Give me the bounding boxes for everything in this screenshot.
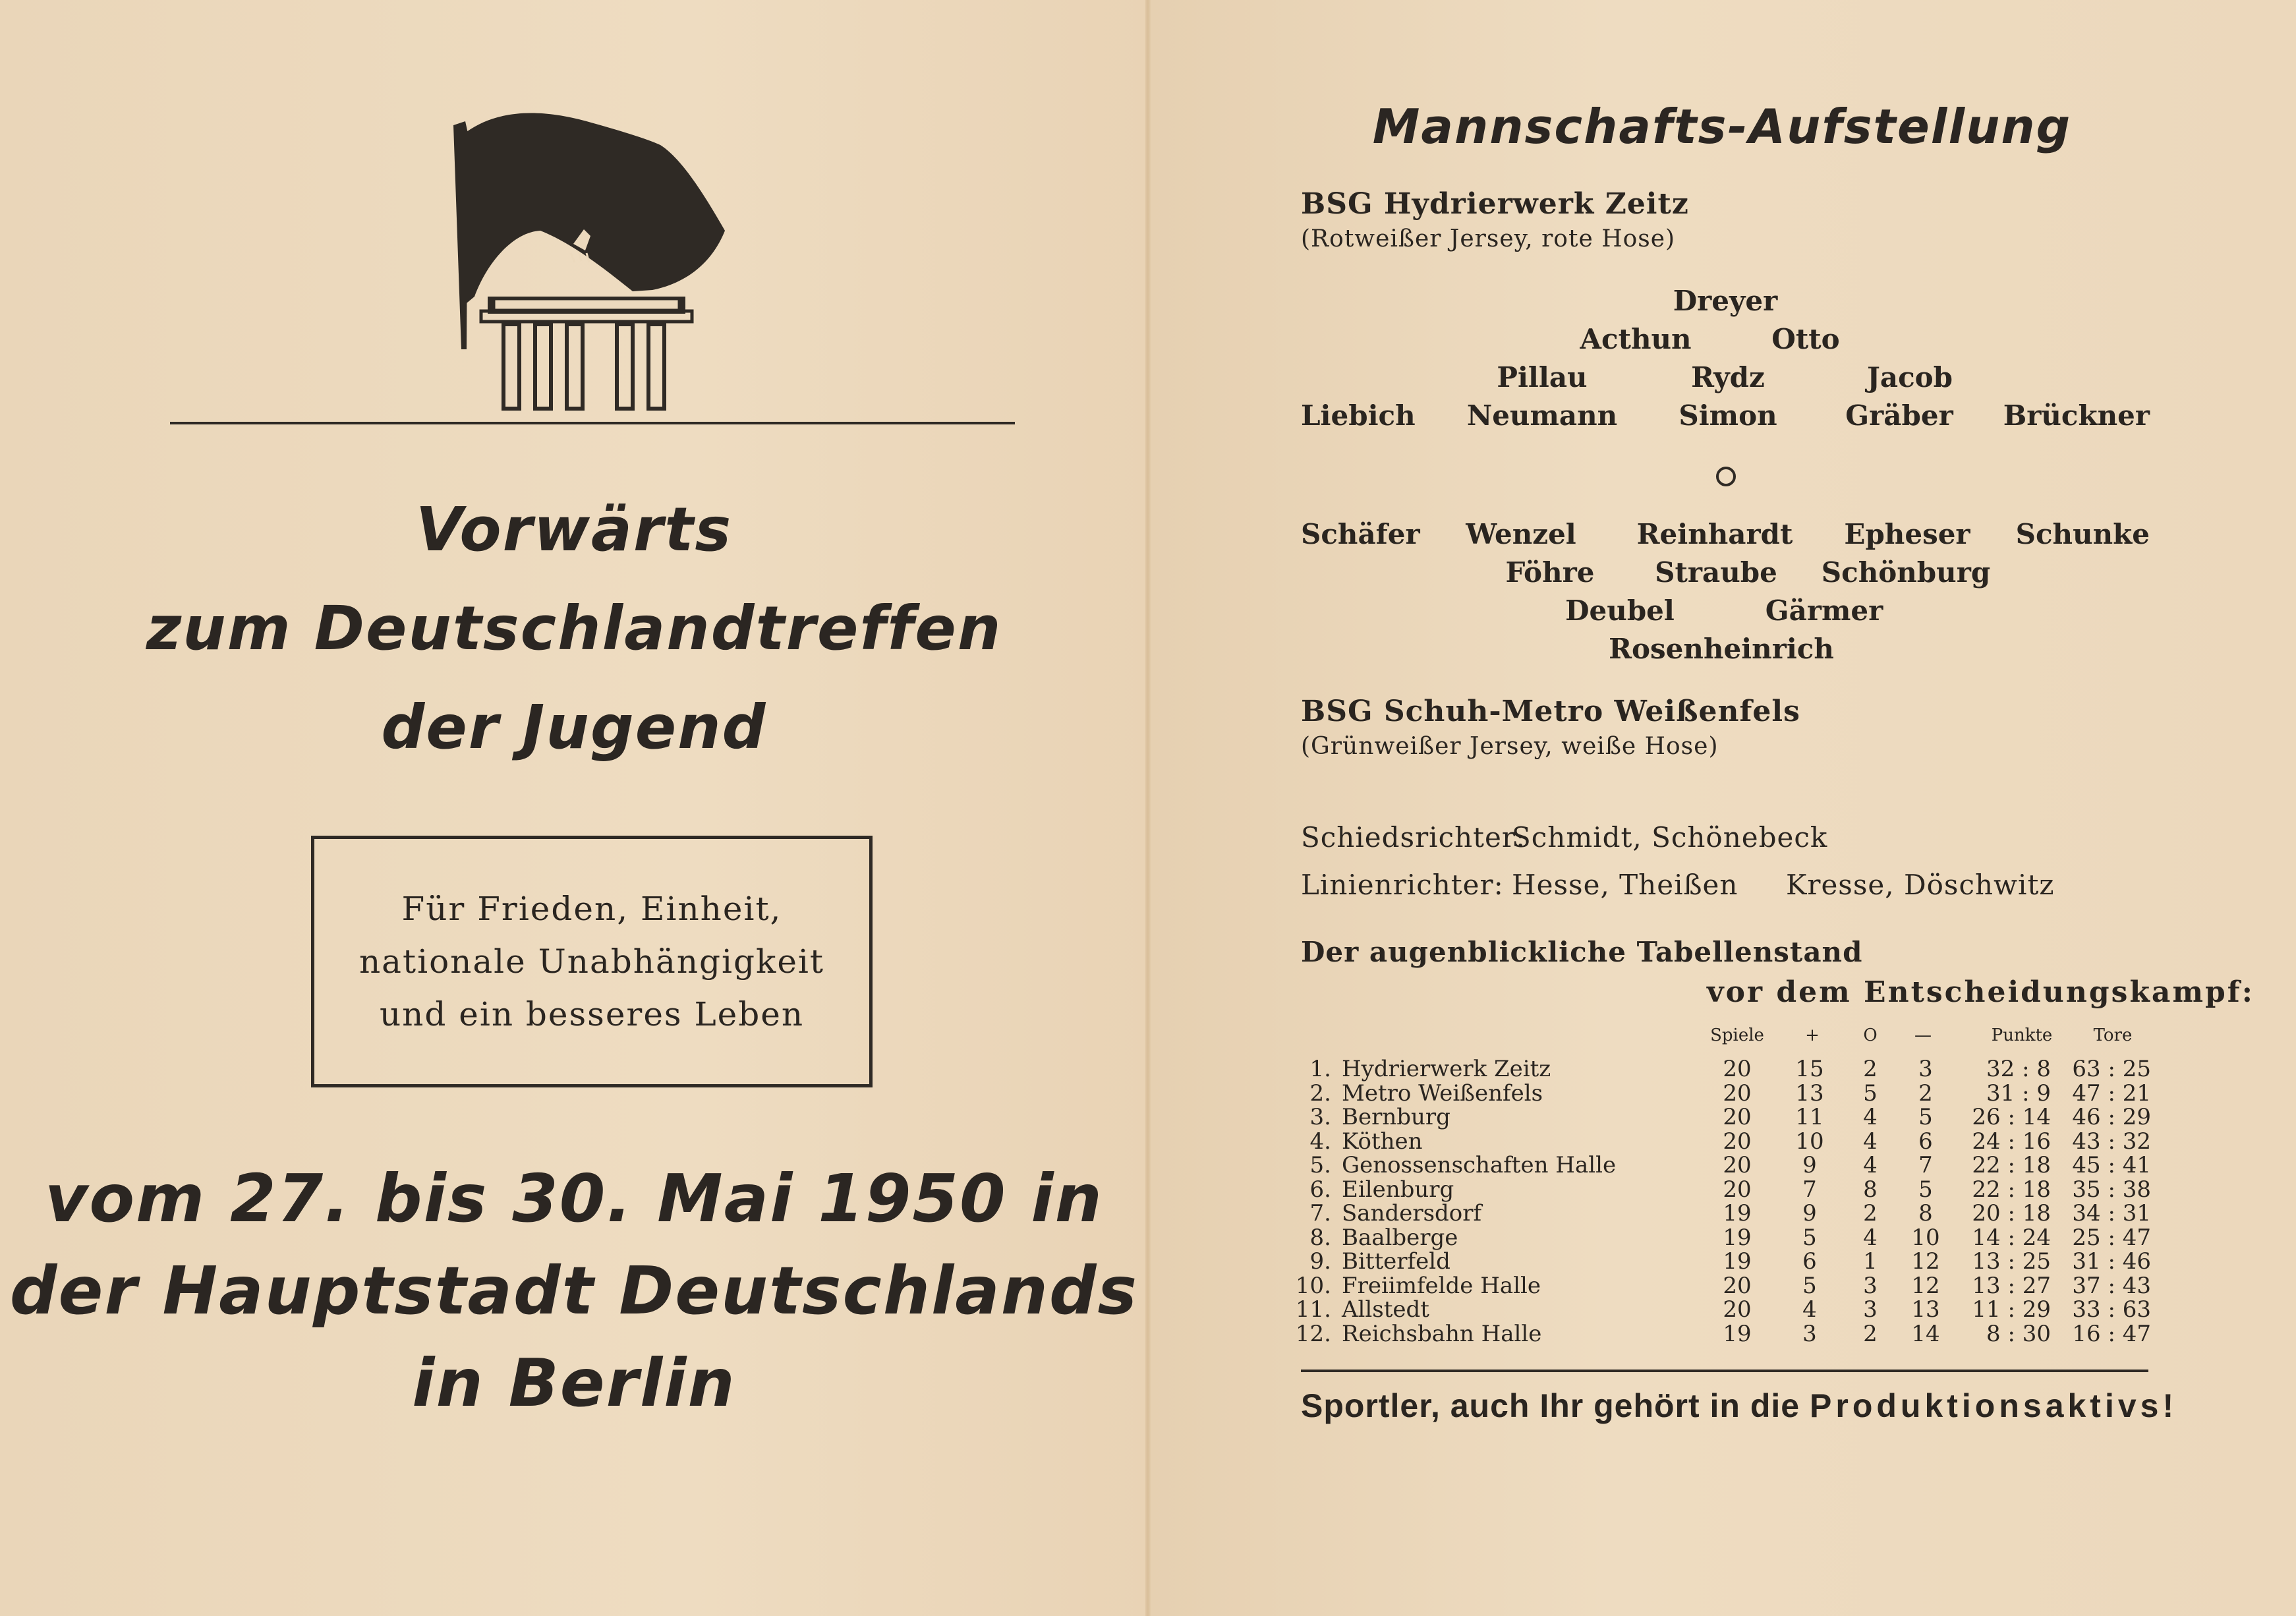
cell-rank: 3. [1309,1104,1331,1130]
cell-rank: 11. [1295,1296,1331,1323]
cell-lost: 7 [1918,1152,1933,1178]
linesmen-names-2: Kresse, Döschwitz [1786,869,2055,901]
cell-drawn: 5 [1863,1080,1878,1107]
team2-half-1: Föhre [1505,556,1595,589]
cell-lost: 12 [1911,1272,1940,1299]
cell-rank: 9. [1309,1248,1331,1275]
cell-team: Sandersdorf [1342,1200,1482,1226]
cell-points: 11 : 29 [1972,1296,2051,1323]
team2-name: BSG Schuh-Metro Weißenfels [1301,695,1800,728]
cell-won: 10 [1795,1128,1824,1155]
motto-box [311,836,873,1087]
cell-rank: 10. [1295,1272,1331,1299]
team1-forward-4: Gräber [1845,399,1953,432]
cell-drawn: 4 [1863,1104,1878,1130]
cell-goals: 47 : 21 [2072,1080,2151,1107]
cell-points: 24 : 16 [1972,1128,2051,1155]
cell-points: 13 : 27 [1972,1272,2051,1299]
slogan-start: Sportler, auch Ihr gehört in die [1301,1387,1800,1424]
cell-goals: 31 : 46 [2072,1248,2151,1275]
cell-played: 19 [1723,1248,1752,1275]
cell-goals: 16 : 47 [2072,1320,2151,1347]
cell-won: 9 [1802,1200,1817,1226]
team1-half-1: Pillau [1497,361,1588,393]
team1-back-2: Otto [1771,323,1840,355]
cell-goals: 46 : 29 [2072,1104,2151,1130]
cell-played: 19 [1723,1320,1752,1347]
cell-won: 7 [1802,1176,1817,1203]
cell-team: Bernburg [1342,1104,1450,1130]
table-row [0,1200,2296,1224]
cell-goals: 35 : 38 [2072,1176,2151,1203]
referee-label: Schiedsrichter: [1301,821,1526,853]
cell-played: 19 [1723,1224,1752,1251]
date-line-3: in Berlin [412,1344,736,1422]
team1-back-1: Acthun [1580,323,1692,355]
cell-drawn: 2 [1863,1200,1878,1226]
col-points: Punkte [1991,1025,2053,1045]
cell-points: 22 : 18 [1972,1152,2051,1178]
cell-won: 3 [1802,1320,1817,1347]
team1-goalkeeper: Dreyer [1673,285,1778,317]
cell-points: 14 : 24 [1972,1224,2051,1251]
cell-played: 20 [1723,1176,1752,1203]
cell-points: 31 : 9 [1986,1080,2051,1107]
table-row [0,1272,2296,1299]
cell-goals: 33 : 63 [2072,1296,2151,1323]
cell-won: 9 [1802,1152,1817,1178]
cell-played: 20 [1723,1056,1752,1082]
table-row [0,1176,2296,1203]
team1-forward-3: Simon [1679,399,1777,432]
team2-half-3: Schönburg [1821,556,1991,589]
cell-drawn: 3 [1863,1296,1878,1323]
cell-drawn: 4 [1863,1224,1878,1251]
team2-back-2: Gärmer [1765,594,1883,627]
table-row [0,1296,2296,1323]
lineup-title: Mannschafts-Aufstellung [1372,99,2072,154]
cell-played: 20 [1723,1296,1752,1323]
cell-drawn: 8 [1863,1176,1878,1203]
team1-forward-2: Neumann [1466,399,1618,432]
cell-won: 13 [1795,1080,1824,1107]
cell-team: Eilenburg [1342,1176,1454,1203]
motto-line-3: und ein besseres Leben [379,995,805,1033]
team1-forward-5: Brückner [2003,399,2150,432]
team1-forward-1: Liebich [1301,399,1416,432]
slogan-end: Produktionsaktivs! [1810,1387,2178,1424]
cell-lost: 5 [1918,1176,1933,1203]
cell-team: Reichsbahn Halle [1342,1320,1542,1347]
cell-lost: 12 [1911,1248,1940,1275]
table-row [0,1056,2296,1080]
cell-team: Hydrierwerk Zeitz [1342,1056,1551,1082]
cell-rank: 2. [1309,1080,1331,1107]
cell-won: 5 [1802,1272,1817,1299]
col-won: + [1805,1025,1820,1045]
cell-rank: 12. [1295,1320,1331,1347]
cell-won: 4 [1802,1296,1817,1323]
team1-note: (Rotweißer Jersey, rote Hose) [1301,225,1676,252]
team2-back-1: Deubel [1565,594,1675,627]
ball-icon [1716,467,1736,486]
cell-rank: 7. [1309,1200,1331,1226]
cell-points: 32 : 8 [1986,1056,2051,1082]
linesmen-label: Linienrichter: [1301,869,1504,901]
cell-team: Genossenschaften Halle [1342,1152,1617,1178]
cell-won: 15 [1795,1056,1824,1082]
cell-rank: 6. [1309,1176,1331,1203]
cell-team: Köthen [1342,1128,1423,1155]
table-row [0,1320,2296,1347]
cell-drawn: 4 [1863,1128,1878,1155]
cell-lost: 8 [1918,1200,1933,1226]
col-drawn: O [1863,1025,1878,1045]
motto-line-2: nationale Unabhängigkeit [359,942,825,981]
cell-points: 22 : 18 [1972,1176,2051,1203]
team2-goalkeeper: Rosenheinrich [1609,633,1834,665]
cell-lost: 5 [1918,1104,1933,1130]
heading-line-1: Vorwärts [415,494,733,565]
motto-line-1: Für Frieden, Einheit, [401,890,782,928]
cell-points: 13 : 25 [1972,1248,2051,1275]
bottom-divider [1301,1370,2148,1372]
table-row [0,1104,2296,1128]
table-row [0,1152,2296,1176]
cell-lost: 14 [1911,1320,1940,1347]
table-row [0,1224,2296,1251]
team1-name: BSG Hydrierwerk Zeitz [1301,187,1689,221]
cell-played: 20 [1723,1104,1752,1130]
cell-lost: 10 [1911,1224,1940,1251]
cell-drawn: 3 [1863,1272,1878,1299]
col-played: Spiele [1710,1025,1764,1045]
cell-played: 20 [1723,1152,1752,1178]
table-heading: Der augenblickliche Tabellenstand [1301,936,1863,968]
team1-half-3: Jacob [1866,361,1953,393]
cell-rank: 5. [1309,1152,1331,1178]
cell-rank: 4. [1309,1128,1331,1155]
date-line-2: der Hauptstadt Deutschlands [9,1252,1139,1329]
cell-drawn: 2 [1863,1320,1878,1347]
team2-forward-2: Wenzel [1466,518,1576,550]
table-row [0,1248,2296,1275]
cell-rank: 1. [1309,1056,1331,1082]
team1-half-2: Rydz [1691,361,1765,393]
cell-played: 20 [1723,1272,1752,1299]
cell-lost: 2 [1918,1080,1933,1107]
cell-lost: 13 [1911,1296,1940,1323]
referee-names: Schmidt, Schönebeck [1512,821,1828,853]
team2-forward-1: Schäfer [1301,518,1420,550]
cell-drawn: 4 [1863,1152,1878,1178]
cell-lost: 6 [1918,1128,1933,1155]
team2-forward-4: Epheser [1844,518,1970,550]
cell-played: 20 [1723,1080,1752,1107]
brandenburg-gate-flag-emblem [435,112,738,415]
cell-team: Allstedt [1342,1296,1429,1323]
cell-team: Bitterfeld [1342,1248,1450,1275]
cell-goals: 25 : 47 [2072,1224,2151,1251]
cell-won: 6 [1802,1248,1817,1275]
linesmen-names-1: Hesse, Theißen [1512,869,1738,901]
cell-goals: 37 : 43 [2072,1272,2151,1299]
cell-points: 8 : 30 [1986,1320,2051,1347]
team2-half-2: Straube [1655,556,1777,589]
cell-won: 5 [1802,1224,1817,1251]
table-row [0,1080,2296,1107]
cell-drawn: 2 [1863,1056,1878,1082]
cell-goals: 45 : 41 [2072,1152,2151,1178]
cell-goals: 43 : 32 [2072,1128,2151,1155]
heading-line-3: der Jugend [381,692,767,763]
table-row [0,1128,2296,1155]
cell-drawn: 1 [1863,1248,1878,1275]
cell-played: 20 [1723,1128,1752,1155]
top-divider [170,422,1015,424]
cell-team: Freiimfelde Halle [1342,1272,1541,1299]
heading-line-2: zum Deutschlandtreffen [146,593,1002,664]
team2-forward-3: Reinhardt [1636,518,1793,550]
cell-rank: 8. [1309,1224,1331,1251]
team2-forward-5: Schunke [2015,518,2150,550]
cell-team: Metro Weißenfels [1342,1080,1543,1107]
cell-goals: 34 : 31 [2072,1200,2151,1226]
cell-lost: 3 [1918,1056,1933,1082]
cell-won: 11 [1795,1104,1824,1130]
date-line-1: vom 27. bis 30. Mai 1950 in [45,1160,1103,1237]
cell-points: 26 : 14 [1972,1104,2051,1130]
col-goals: Tore [2093,1025,2133,1045]
slogan [1301,1387,2177,1425]
cell-points: 20 : 18 [1972,1200,2051,1226]
cell-played: 19 [1723,1200,1752,1226]
cell-goals: 63 : 25 [2072,1056,2151,1082]
cell-team: Baalberge [1342,1224,1458,1251]
team2-note: (Grünweißer Jersey, weiße Hose) [1301,733,1719,760]
table-subheading: vor dem Entscheidungskampf: [1707,975,2254,1009]
col-lost: — [1914,1025,1932,1045]
